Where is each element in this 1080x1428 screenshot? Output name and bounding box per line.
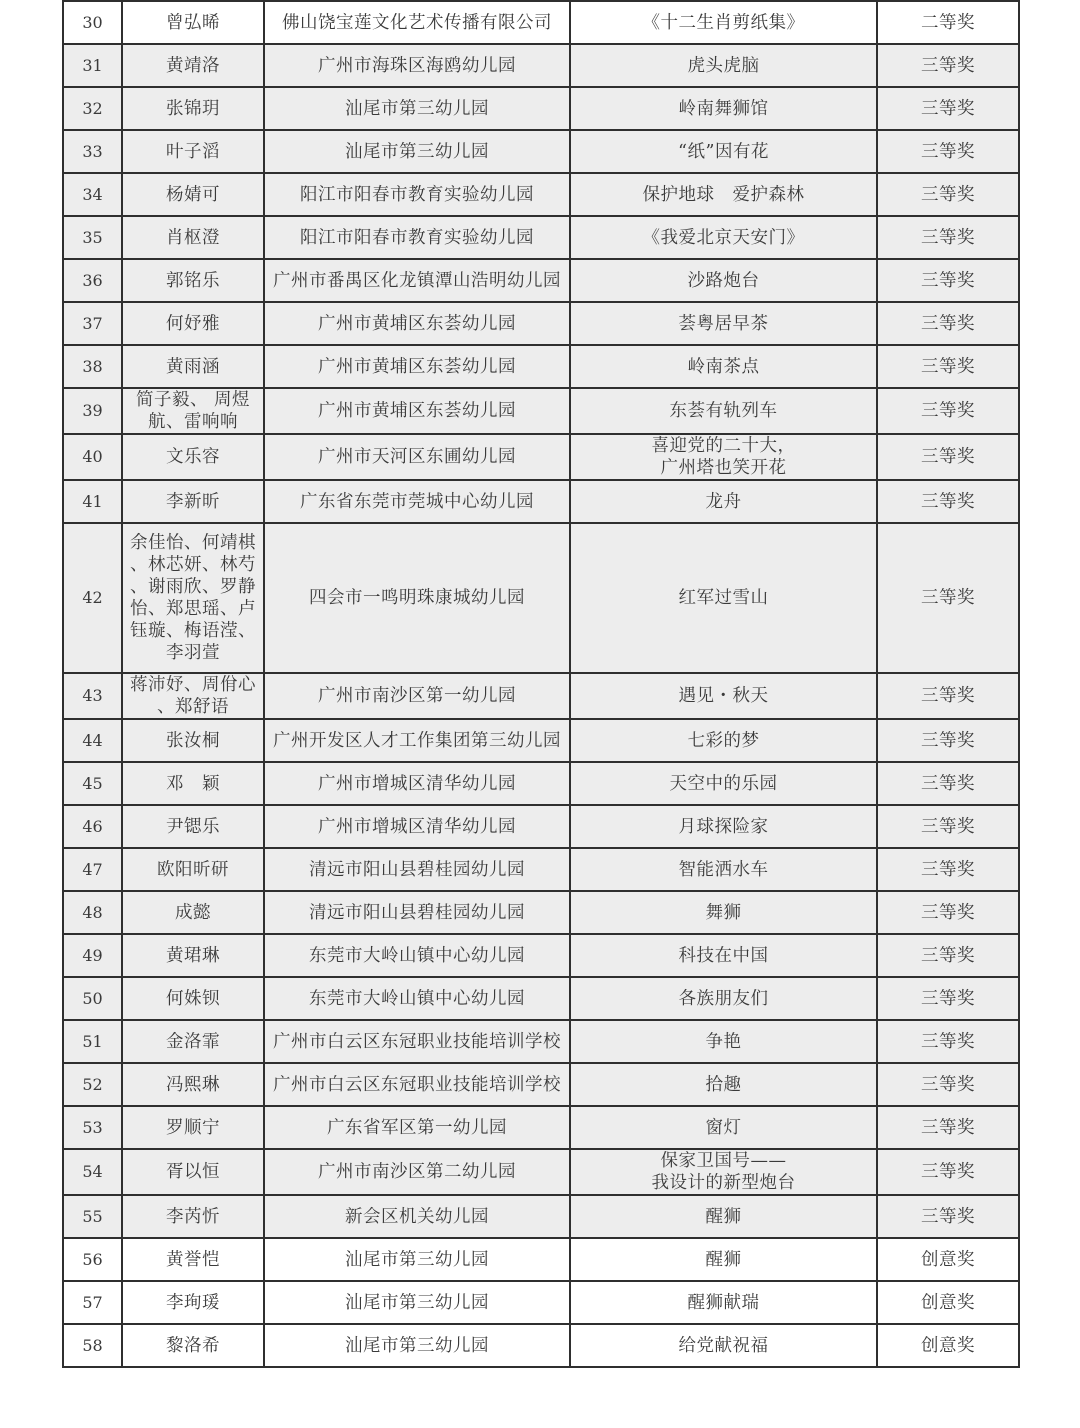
table-row <box>63 130 1019 173</box>
artwork-title-cell: 龙舟 <box>570 480 877 523</box>
row-number-cell: 36 <box>63 259 122 302</box>
winner-name-cell: 成懿 <box>122 891 264 934</box>
row-number-cell: 58 <box>63 1324 122 1367</box>
winner-name-cell: 曾弘晞 <box>122 1 264 44</box>
artwork-title-cell: 拾趣 <box>570 1063 877 1106</box>
cell-text-line: 广州塔也笑开花 <box>660 458 787 478</box>
award-list-sheet <box>62 0 1018 1368</box>
organization-cell: 广州市增城区清华幼儿园 <box>264 805 570 848</box>
award-level-cell: 三等奖 <box>877 1106 1019 1149</box>
row-number-cell: 30 <box>63 1 122 44</box>
award-level-cell: 三等奖 <box>877 434 1019 480</box>
table-row <box>63 44 1019 87</box>
winner-name-cell: 肖枢澄 <box>122 216 264 259</box>
award-level-cell: 三等奖 <box>877 388 1019 434</box>
row-number-cell: 57 <box>63 1281 122 1324</box>
award-level-cell: 三等奖 <box>877 44 1019 87</box>
artwork-title-cell <box>570 1149 877 1195</box>
table-row <box>63 762 1019 805</box>
award-level-cell: 三等奖 <box>877 934 1019 977</box>
organization-cell: 广州市增城区清华幼儿园 <box>264 762 570 805</box>
organization-cell: 东莞市大岭山镇中心幼儿园 <box>264 977 570 1020</box>
row-number-cell: 41 <box>63 480 122 523</box>
artwork-title-cell <box>570 434 877 480</box>
organization-cell: 广州市南沙区第二幼儿园 <box>264 1149 570 1195</box>
row-number-cell: 33 <box>63 130 122 173</box>
winner-name-cell: 尹锶乐 <box>122 805 264 848</box>
winner-name-cell <box>122 673 264 719</box>
row-number-cell: 49 <box>63 934 122 977</box>
organization-cell: 汕尾市第三幼儿园 <box>264 1324 570 1367</box>
organization-cell: 广州开发区人才工作集团第三幼儿园 <box>264 719 570 762</box>
award-level-cell: 三等奖 <box>877 673 1019 719</box>
table-row <box>63 673 1019 719</box>
row-number-cell: 51 <box>63 1020 122 1063</box>
artwork-title-cell: 争艳 <box>570 1020 877 1063</box>
table-row <box>63 1063 1019 1106</box>
cell-text-line: 航、雷响响 <box>148 412 238 432</box>
row-number-cell: 47 <box>63 848 122 891</box>
organization-cell: 广州市海珠区海鸥幼儿园 <box>264 44 570 87</box>
table-row <box>63 87 1019 130</box>
award-level-cell: 三等奖 <box>877 762 1019 805</box>
artwork-title-cell: 醒狮 <box>570 1238 877 1281</box>
winner-name-cell: 黄靖洛 <box>122 44 264 87</box>
table-row <box>63 1 1019 44</box>
winner-name-cell: 罗顺宁 <box>122 1106 264 1149</box>
table-row <box>63 480 1019 523</box>
organization-cell: 广州市白云区东冠职业技能培训学校 <box>264 1063 570 1106</box>
table-row <box>63 434 1019 480</box>
award-level-cell: 三等奖 <box>877 480 1019 523</box>
award-level-cell: 三等奖 <box>877 173 1019 216</box>
table-row <box>63 934 1019 977</box>
winner-name-cell <box>122 523 264 673</box>
cell-text-line: 、谢雨欣、罗静 <box>130 577 256 597</box>
artwork-title-cell: 给党献祝福 <box>570 1324 877 1367</box>
table-row <box>63 173 1019 216</box>
table-row <box>63 1238 1019 1281</box>
artwork-title-cell: 月球探险家 <box>570 805 877 848</box>
row-number-cell: 54 <box>63 1149 122 1195</box>
award-table <box>62 0 1020 1368</box>
cell-text-line: 简子毅、 周煜 <box>135 390 251 410</box>
organization-cell: 汕尾市第三幼儿园 <box>264 1238 570 1281</box>
artwork-title-cell: “纸”因有花 <box>570 130 877 173</box>
organization-cell: 广州市番禺区化龙镇潭山浩明幼儿园 <box>264 259 570 302</box>
award-level-cell: 三等奖 <box>877 1063 1019 1106</box>
artwork-title-cell: 虎头虎脑 <box>570 44 877 87</box>
award-level-cell: 三等奖 <box>877 87 1019 130</box>
award-level-cell: 创意奖 <box>877 1281 1019 1324</box>
table-row <box>63 1281 1019 1324</box>
organization-cell: 佛山饶宝莲文化艺术传播有限公司 <box>264 1 570 44</box>
award-level-cell: 创意奖 <box>877 1324 1019 1367</box>
cell-text-line: 余佳怡、何靖棋 <box>130 533 256 553</box>
artwork-title-cell: 智能洒水车 <box>570 848 877 891</box>
award-level-cell: 三等奖 <box>877 216 1019 259</box>
organization-cell: 东莞市大岭山镇中心幼儿园 <box>264 934 570 977</box>
artwork-title-cell: 各族朋友们 <box>570 977 877 1020</box>
cell-text-line: 蒋沛妤、周佾心 <box>130 675 256 695</box>
award-level-cell: 三等奖 <box>877 523 1019 673</box>
artwork-title-cell: 《十二生肖剪纸集》 <box>570 1 877 44</box>
organization-cell: 广州市南沙区第一幼儿园 <box>264 673 570 719</box>
artwork-title-cell: 科技在中国 <box>570 934 877 977</box>
organization-cell: 汕尾市第三幼儿园 <box>264 1281 570 1324</box>
winner-name-cell: 李珣瑗 <box>122 1281 264 1324</box>
award-level-cell: 三等奖 <box>877 891 1019 934</box>
organization-cell: 广州市黄埔区东荟幼儿园 <box>264 388 570 434</box>
organization-cell: 汕尾市第三幼儿园 <box>264 87 570 130</box>
award-level-cell: 三等奖 <box>877 719 1019 762</box>
award-level-cell: 三等奖 <box>877 259 1019 302</box>
row-number-cell: 50 <box>63 977 122 1020</box>
award-level-cell: 三等奖 <box>877 977 1019 1020</box>
table-row <box>63 302 1019 345</box>
row-number-cell: 52 <box>63 1063 122 1106</box>
organization-cell: 广州市黄埔区东荟幼儿园 <box>264 345 570 388</box>
winner-name-cell: 李芮忻 <box>122 1195 264 1238</box>
organization-cell: 清远市阳山县碧桂园幼儿园 <box>264 848 570 891</box>
row-number-cell: 39 <box>63 388 122 434</box>
row-number-cell: 56 <box>63 1238 122 1281</box>
artwork-title-cell: 《我爱北京天安门》 <box>570 216 877 259</box>
artwork-title-cell: 岭南茶点 <box>570 345 877 388</box>
award-level-cell: 三等奖 <box>877 805 1019 848</box>
cell-text-line: 、郑舒语 <box>157 697 229 717</box>
winner-name-cell: 郭铭乐 <box>122 259 264 302</box>
cell-text-line: 李羽萱 <box>166 643 220 663</box>
winner-name-cell: 邓 颖 <box>122 762 264 805</box>
row-number-cell: 45 <box>63 762 122 805</box>
cell-text-line: 喜迎党的二十大， <box>651 436 796 456</box>
organization-cell: 阳江市阳春市教育实验幼儿园 <box>264 216 570 259</box>
table-row <box>63 388 1019 434</box>
organization-cell: 清远市阳山县碧桂园幼儿园 <box>264 891 570 934</box>
artwork-title-cell: 天空中的乐园 <box>570 762 877 805</box>
row-number-cell: 42 <box>63 523 122 673</box>
organization-cell: 广州市白云区东冠职业技能培训学校 <box>264 1020 570 1063</box>
table-row <box>63 1020 1019 1063</box>
organization-cell: 四会市一鸣明珠康城幼儿园 <box>264 523 570 673</box>
table-row <box>63 1195 1019 1238</box>
organization-cell: 广东省东莞市莞城中心幼儿园 <box>264 480 570 523</box>
cell-text-line: 怡、郑思瑶、卢 <box>130 599 256 619</box>
artwork-title-cell: 舞狮 <box>570 891 877 934</box>
award-table-body <box>63 1 1019 1367</box>
artwork-title-cell: 岭南舞狮馆 <box>570 87 877 130</box>
cell-text-line: 保家卫国号—— <box>660 1151 787 1171</box>
artwork-title-cell: 遇见・秋天 <box>570 673 877 719</box>
table-row <box>63 345 1019 388</box>
winner-name-cell: 张汝桐 <box>122 719 264 762</box>
row-number-cell: 37 <box>63 302 122 345</box>
winner-name-cell: 文乐容 <box>122 434 264 480</box>
table-row <box>63 719 1019 762</box>
artwork-title-cell: 沙路炮台 <box>570 259 877 302</box>
winner-name-cell: 金洛霏 <box>122 1020 264 1063</box>
table-row <box>63 259 1019 302</box>
artwork-title-cell: 东荟有轨列车 <box>570 388 877 434</box>
cell-text-line: 钰璇、梅语滢、 <box>130 621 256 641</box>
winner-name-cell: 李新昕 <box>122 480 264 523</box>
award-level-cell: 三等奖 <box>877 302 1019 345</box>
cell-text-line: 、林芯妍、林芍 <box>130 555 256 575</box>
organization-cell: 汕尾市第三幼儿园 <box>264 130 570 173</box>
winner-name-cell: 杨婧可 <box>122 173 264 216</box>
winner-name-cell: 何姝钡 <box>122 977 264 1020</box>
table-row <box>63 805 1019 848</box>
winner-name-cell: 胥以恒 <box>122 1149 264 1195</box>
row-number-cell: 38 <box>63 345 122 388</box>
winner-name-cell: 张锦玥 <box>122 87 264 130</box>
artwork-title-cell: 荟粤居早茶 <box>570 302 877 345</box>
artwork-title-cell: 窗灯 <box>570 1106 877 1149</box>
winner-name-cell: 欧阳昕研 <box>122 848 264 891</box>
table-row <box>63 848 1019 891</box>
organization-cell: 广东省军区第一幼儿园 <box>264 1106 570 1149</box>
award-level-cell: 三等奖 <box>877 345 1019 388</box>
artwork-title-cell: 七彩的梦 <box>570 719 877 762</box>
row-number-cell: 40 <box>63 434 122 480</box>
winner-name-cell: 黄珺琳 <box>122 934 264 977</box>
row-number-cell: 43 <box>63 673 122 719</box>
artwork-title-cell: 红军过雪山 <box>570 523 877 673</box>
winner-name-cell: 黎洛希 <box>122 1324 264 1367</box>
row-number-cell: 55 <box>63 1195 122 1238</box>
row-number-cell: 48 <box>63 891 122 934</box>
table-row <box>63 1324 1019 1367</box>
award-level-cell: 创意奖 <box>877 1238 1019 1281</box>
artwork-title-cell: 保护地球 爱护森林 <box>570 173 877 216</box>
award-level-cell: 三等奖 <box>877 130 1019 173</box>
row-number-cell: 34 <box>63 173 122 216</box>
winner-name-cell: 冯熙琳 <box>122 1063 264 1106</box>
winner-name-cell: 叶子滔 <box>122 130 264 173</box>
row-number-cell: 31 <box>63 44 122 87</box>
row-number-cell: 53 <box>63 1106 122 1149</box>
artwork-title-cell: 醒狮献瑞 <box>570 1281 877 1324</box>
table-row <box>63 523 1019 673</box>
organization-cell: 阳江市阳春市教育实验幼儿园 <box>264 173 570 216</box>
award-level-cell: 三等奖 <box>877 1195 1019 1238</box>
row-number-cell: 35 <box>63 216 122 259</box>
winner-name-cell: 黄雨涵 <box>122 345 264 388</box>
row-number-cell: 46 <box>63 805 122 848</box>
award-level-cell: 三等奖 <box>877 1149 1019 1195</box>
winner-name-cell <box>122 388 264 434</box>
cell-text-line: 我设计的新型炮台 <box>651 1173 796 1193</box>
winner-name-cell: 黄誉恺 <box>122 1238 264 1281</box>
organization-cell: 新会区机关幼儿园 <box>264 1195 570 1238</box>
winner-name-cell: 何妤雅 <box>122 302 264 345</box>
table-row <box>63 1149 1019 1195</box>
table-row <box>63 1106 1019 1149</box>
organization-cell: 广州市天河区东圃幼儿园 <box>264 434 570 480</box>
award-level-cell: 三等奖 <box>877 848 1019 891</box>
table-row <box>63 216 1019 259</box>
table-row <box>63 891 1019 934</box>
artwork-title-cell: 醒狮 <box>570 1195 877 1238</box>
row-number-cell: 32 <box>63 87 122 130</box>
table-row <box>63 977 1019 1020</box>
award-level-cell: 二等奖 <box>877 1 1019 44</box>
organization-cell: 广州市黄埔区东荟幼儿园 <box>264 302 570 345</box>
row-number-cell: 44 <box>63 719 122 762</box>
award-level-cell: 三等奖 <box>877 1020 1019 1063</box>
